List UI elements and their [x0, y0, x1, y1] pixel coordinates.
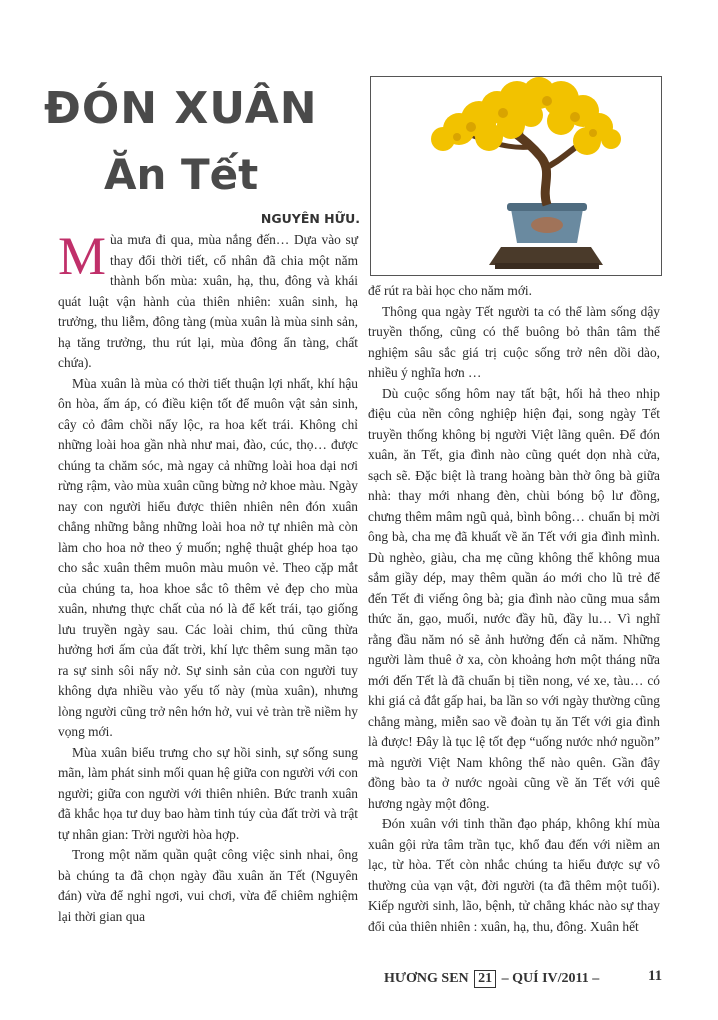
paragraph: Trong một năm quần quật công việc sinh nhai, ông bà chúng ta đã chọn ngày đầu xuân ăn Tết (Nguyên đán) vừa để nghỉ ngơi, vui chơi, vừa để chiêm nghiệm lại thời gian qua	[58, 847, 358, 924]
issue-number: 21	[474, 970, 496, 988]
paragraph: Mùa xuân là mùa có thời tiết thuận lợi nhất, khí hậu ôn hòa, ấm áp, có điều kiện tốt để muôn vật sản sinh, cây cỏ đâm chồi nẩy lộc, ra hoa kết trái. Không chỉ những loài hoa gần nhà như mai, đào, cúc, thọ… được chúng ta chăm sóc, mà ngay cả những loài hoa dại nơi rừng rậm, vào mùa xuân cũng bừng nở khoe màu. Ngày nay con người hiểu được thiên nhiên nên đón xuân chẳng những bằng những loài hoa nở tự nhiên mà còn làm cho hoa nở theo ý muốn; nghệ thuật ghép hoa tạo cho sắc xuân thêm muôn màu muôn vẻ. Theo cặp mắt của chúng ta, hoa khoe sắc tô thêm vẻ đẹp cho mùa xuân, nhưng thực chất của nó là để kết trái, tạo giống lưu truyền ngày sau. Các loài chim, thú cũng thừa hưởng hơi ấm của đất trời, khí lực thêm sung mãn tạo ra sự sinh sôi nẩy nở. Sự sinh sản của con người tuy không dựa nhiều vào yếu tố này (mùa xuân), nhưng lòng người cũng trở nên hớn hở, vui vẻ tràn trề niềm hy vọng mới.	[58, 375, 358, 739]
author-name: NGUYÊN HỮU.	[260, 211, 360, 226]
paragraph-text: ùa mưa đi qua, mùa nắng đến… Dựa vào sự thay đổi thời tiết, cổ nhân đã chia một năm thành bốn mùa: xuân, hạ, thu, đông và khái quát luật vận hành của thiên nhiên: xuân sinh, hạ trưởng, thu liễm, đông tàng (mùa xuân là mùa sinh sản, hạ tăng trưởng, thu rút lại, mùa đông ẩn tàng, chất chứa).	[58, 232, 358, 370]
article-title-line2: Ăn Tết	[104, 150, 259, 199]
article-title-line1: ĐÓN XUÂN	[44, 83, 318, 134]
left-column	[58, 226, 358, 927]
drop-cap: M	[58, 226, 107, 286]
bonsai-photo	[370, 76, 662, 276]
paragraph: Đón xuân với tinh thần đạo pháp, không khí mùa xuân gội rửa tâm trần tục, khổ đau đến với niềm an lạc, từ hòa. Tết còn nhắc chúng ta hiểu được sự vô thường của vạn vật, đời người (ta đã thêm một tuổi). Kiếp người sinh, lão, bệnh, tử chẳng khác nào sự thay đổi của thiên nhiên : xuân, hạ, thu, đông. Xuân hết	[368, 816, 660, 934]
right-column	[368, 281, 660, 937]
issue-period: – QUÍ IV/2011 –	[501, 971, 600, 986]
paragraph: Dù cuộc sống hôm nay tất bật, hối hả theo nhịp điệu của nền công nghiệp hiện đại, song ngày Tết truyền thống không bị người Việt lãng quên. Để đón xuân, ăn Tết, gia đình nào cũng quét dọn nhà cửa, sạch sẽ. Đặc biệt là trang hoàng bàn thờ ông bà giữa nhà: thay mới nhang đèn, chùi bóng bộ lư đồng, chưng thêm mâm ngũ quả, bình bông… chuẩn bị mời ông bà, cha mẹ đã khuất về ăn Tết với gia đình mình. Dù nghèo, giàu, cha mẹ cũng không thể không mua sắm giầy dép, may thêm quần áo mới cho lũ trẻ để đến Tết đi viếng ông bà; gia đình nào cũng mua sắm thức ăn, gạo, muối, nước đầy hũ, đầy lu… Vì nghĩ rằng đầu năm nó sẽ ảnh hưởng đến cả năm. Những người làm thuê ở xa, còn khoảng hơn một tháng nữa mới đến Tết là đã chuẩn bị tiền nong, vé xe, tàu… có khi giá cả đắt gấp hai, ba lần so với ngày thường cũng chẳng màng, miễn sao về đoàn tụ ăn Tết với gia đình là được! Đây là tục lệ tốt đẹp “uống nước nhớ nguồn” mà người Việt Nam không thể nào quên. Gần đây đồng bào ta ở nước ngoài cũng về ăn Tết với quê hương ngày một đông.	[368, 385, 660, 811]
paragraph: Mùa xuân biểu trưng cho sự hồi sinh, sự sống sung mãn, làm phát sinh mối quan hệ giữa con người với con người; giữa con người với thiên nhiên. Bức tranh xuân đã khắc họa tư duy bao hàm tinh túy của đất trời và trật tự nhân gian: Trời người hòa hợp.	[58, 744, 358, 842]
yellow-flower-bonsai-illustration	[371, 77, 661, 275]
paragraph: để rút ra bài học cho năm mới.	[368, 283, 532, 298]
page-number: 11	[648, 968, 663, 984]
footer	[384, 970, 599, 988]
magazine-name: HƯƠNG SEN	[384, 971, 469, 986]
paragraph: Thông qua ngày Tết người ta có thể làm sống dậy truyền thống, cũng có thể buông bỏ thân tâm thể nghiệm sâu sắc giá trị cuộc sống trở nên dồi dào, nhiều ý nghĩa hơn …	[368, 303, 660, 380]
paragraph	[58, 226, 358, 374]
